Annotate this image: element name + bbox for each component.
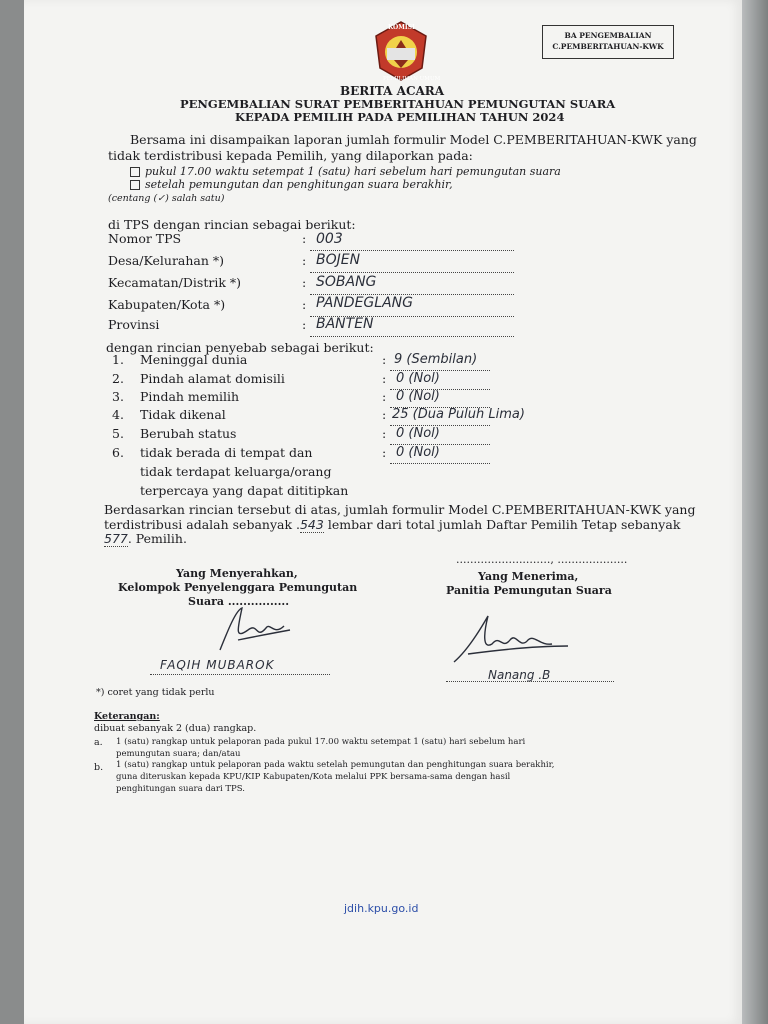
tps-desa-line [310, 272, 514, 273]
cause-no: 2. [112, 371, 124, 386]
tps-desa-value[interactable]: BOJEN [316, 252, 361, 268]
cause-label-tidak-berada-line3: terpercaya yang dapat dititipkan [140, 483, 349, 498]
form-code-line1: BA PENGEMBALIAN [564, 31, 652, 40]
cause-colon: : [382, 445, 387, 460]
left-name-line [150, 674, 330, 675]
logo-bottom-text: PEMILIHAN UMUM [383, 76, 441, 82]
title-line3: KEPADA PEMILIH PADA PEMILIHAN TAHUN 2024 [235, 110, 565, 124]
tps-provinsi-value[interactable]: BANTEN [316, 316, 374, 332]
keterangan-a-line2: pemungutan suara; dan/atau [116, 749, 241, 759]
background-surface [742, 0, 768, 1024]
tps-nomor-value[interactable]: 003 [316, 231, 343, 247]
left-sign-line2: Kelompok Penyelenggara Pemungutan [118, 581, 358, 594]
right-signature [448, 610, 578, 670]
keterangan-intro: dibuat sebanyak 2 (dua) rangkap. [94, 723, 257, 734]
left-signer-name[interactable]: FAQIH MUBAROK [160, 658, 275, 672]
tps-label-provinsi: Provinsi [108, 317, 160, 332]
check-note: (centang (✓) salah satu) [108, 193, 225, 204]
option-2-label: setelah pemungutan dan penghitungan suara berakhir, [145, 178, 453, 191]
option-1-checkbox[interactable] [130, 167, 140, 177]
tps-colon: : [302, 253, 307, 268]
tps-colon: : [302, 231, 307, 246]
cause-no: 6. [112, 445, 124, 460]
cause-value-tidak-berada[interactable]: 0 (Nol) [396, 445, 440, 460]
cause-colon: : [382, 371, 387, 386]
summary-line2 [104, 518, 680, 532]
summary-line2-b: lembar dari total jumlah Daftar Pemilih Tetap sebanyak [327, 517, 681, 532]
cause-label-meninggal: Meninggal dunia [140, 352, 248, 367]
cause-label-tidak-berada: tidak berada di tempat dan [140, 445, 313, 460]
cause-label-pindah-alamat: Pindah alamat domisili [140, 371, 285, 386]
causes-heading: dengan rincian penyebab sebagai berikut: [106, 340, 374, 355]
cause-colon: : [382, 407, 387, 422]
cause-label-tidak-dikenal: Tidak dikenal [140, 407, 226, 422]
tps-provinsi-line [310, 336, 514, 337]
option-1 [130, 165, 561, 179]
cause-no: 5. [112, 426, 124, 441]
tps-colon: : [302, 297, 307, 312]
right-name-line [446, 681, 614, 682]
left-sign-line1: Yang Menyerahkan, [176, 567, 298, 580]
cause-no: 1. [112, 352, 124, 367]
keterangan-a-label: a. [94, 737, 103, 748]
cause-value-berubah-status[interactable]: 0 (Nol) [396, 426, 440, 441]
keterangan-b-line2: guna diteruskan kepada KPU/KIP Kabupaten/Kota melalui PPK bersama-sama dengan hasil [116, 772, 511, 782]
cause-no: 3. [112, 389, 124, 404]
tps-nomor-line [310, 250, 514, 251]
keterangan-heading: Keterangan: [94, 711, 160, 722]
left-sign-line3: Suara ................ [188, 595, 290, 608]
tps-colon: : [302, 317, 307, 332]
right-signer-name[interactable]: Nanang .B [488, 668, 551, 682]
summary-line3-b: . Pemilih. [127, 531, 187, 546]
keterangan-b-label: b. [94, 762, 104, 773]
form-code-line2: C.PEMBERITAHUAN-KWK [552, 42, 664, 51]
intro-line1: Bersama ini disampaikan laporan jumlah formulir Model C.PEMBERITAHUAN-KWK yang [130, 132, 697, 147]
tps-colon: : [302, 275, 307, 290]
summary-line1: Berdasarkan rincian tersebut di atas, jumlah formulir Model C.PEMBERITAHUAN-KWK yang [104, 502, 696, 517]
form-code-box [542, 25, 674, 59]
tps-label-kabupaten: Kabupaten/Kota *) [108, 297, 226, 312]
tps-kecamatan-value[interactable]: SOBANG [316, 274, 377, 290]
distributed-count[interactable]: 543 [299, 517, 324, 532]
title-line2: PENGEMBALIAN SURAT PEMBERITAHUAN PEMUNGUTAN SUARA [180, 97, 616, 111]
option-1-label: pukul 17.00 waktu setempat 1 (satu) hari sebelum hari pemungutan suara [145, 165, 561, 178]
keterangan-b-line3: penghitungan suara dari TPS. [116, 784, 245, 794]
cause-colon: : [382, 426, 387, 441]
cause-no: 4. [112, 407, 124, 422]
intro-line2: tidak terdistribusi kepada Pemilih, yang dilaporkan pada: [108, 148, 473, 163]
cause-line [390, 463, 490, 464]
cause-value-pindah-alamat[interactable]: 0 (Nol) [396, 371, 440, 386]
summary-line2-a: terdistribusi adalah sebanyak . [104, 517, 300, 532]
right-sign-line2: Panitia Pemungutan Suara [446, 584, 612, 597]
cause-value-meninggal[interactable]: 9 (Sembilan) [394, 352, 478, 367]
tps-kabupaten-value[interactable]: PANDEGLANG [316, 295, 413, 311]
keterangan-b-line1: 1 (satu) rangkap untuk pelaporan pada waktu setelah pemungutan dan penghitungan suara berakhir, [116, 760, 555, 770]
tps-label-kecamatan: Kecamatan/Distrik *) [108, 275, 242, 290]
keterangan-a-line1: 1 (satu) rangkap untuk pelaporan pada pukul 17.00 waktu setempat 1 (satu) hari sebelum hari [116, 737, 526, 747]
title-line1: BERITA ACARA [340, 84, 445, 98]
option-2 [130, 178, 453, 192]
left-signature [208, 600, 298, 660]
option-2-checkbox[interactable] [130, 180, 140, 190]
cause-colon: : [382, 352, 387, 367]
cause-value-pindah-memilih[interactable]: 0 (Nol) [396, 389, 440, 404]
cause-label-pindah-memilih: Pindah memilih [140, 389, 240, 404]
right-sign-line1: Yang Menerima, [478, 570, 579, 583]
jdih-link[interactable]: jdih.kpu.go.id [344, 902, 419, 915]
footnote: *) coret yang tidak perlu [96, 687, 215, 698]
place-date-field[interactable]: ..........................., .................... [456, 553, 628, 566]
cause-colon: : [382, 389, 387, 404]
summary-line3 [104, 532, 187, 546]
tps-label-nomor: Nomor TPS [108, 231, 182, 246]
cause-label-tidak-berada-line2: tidak terdapat keluarga/orang [140, 464, 332, 479]
tps-label-desa: Desa/Kelurahan *) [108, 253, 225, 268]
dpt-count[interactable]: 577 [104, 531, 128, 546]
cause-label-berubah-status: Berubah status [140, 426, 237, 441]
cause-value-tidak-dikenal[interactable]: 25 (Dua Puluh Lima) [392, 407, 525, 422]
logo-top-text: KOMISI [388, 24, 415, 31]
tps-heading: di TPS dengan rincian sebagai berikut: [108, 217, 356, 232]
